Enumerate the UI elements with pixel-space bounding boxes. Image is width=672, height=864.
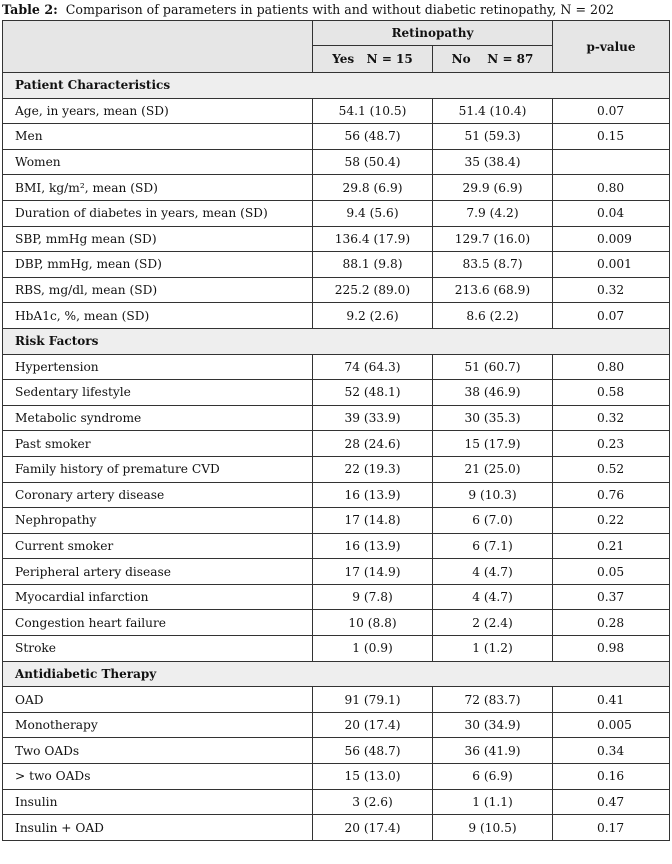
row-label-cell: Stroke (3, 636, 313, 662)
row-label-cell: Duration of diabetes in years, mean (SD) (3, 200, 313, 226)
pvalue-cell: 0.32 (553, 405, 670, 431)
no-value-cell: 2 (2.4) (433, 610, 553, 636)
row-label-cell: Past smoker (3, 431, 313, 457)
row-label-cell: Peripheral artery disease (3, 559, 313, 585)
no-value-cell: 8.6 (2.2) (433, 303, 553, 329)
table-row (3, 559, 670, 585)
yes-value-cell: 58 (50.4) (313, 149, 433, 175)
table-row (3, 687, 670, 713)
no-value-cell: 1 (1.2) (433, 636, 553, 662)
yes-column-header: Yes N = 15 (313, 46, 433, 73)
yes-value-cell: 28 (24.6) (313, 431, 433, 457)
pvalue-cell: 0.41 (553, 687, 670, 713)
pvalue-cell: 0.15 (553, 124, 670, 150)
row-label-cell: SBP, mmHg mean (SD) (3, 226, 313, 252)
no-value-cell: 4 (4.7) (433, 559, 553, 585)
no-value-cell: 30 (35.3) (433, 405, 553, 431)
row-label-cell: Monotherapy (3, 712, 313, 738)
yes-value-cell: 16 (13.9) (313, 482, 433, 508)
table-body (3, 73, 670, 841)
yes-value-cell: 22 (19.3) (313, 456, 433, 482)
table-row (3, 712, 670, 738)
row-label-cell: Metabolic syndrome (3, 405, 313, 431)
table-row (3, 226, 670, 252)
pvalue-cell (553, 149, 670, 175)
yes-value-cell: 1 (0.9) (313, 636, 433, 662)
no-value-cell: 38 (46.9) (433, 380, 553, 406)
yes-value-cell: 9.2 (2.6) (313, 303, 433, 329)
parameter-column-header (3, 21, 313, 73)
row-label-cell: Women (3, 149, 313, 175)
section-header-row (3, 73, 670, 99)
yes-value-cell: 54.1 (10.5) (313, 98, 433, 124)
table-number: Table 2: (2, 2, 58, 17)
yes-value-cell: 17 (14.8) (313, 508, 433, 534)
pvalue-cell: 0.52 (553, 456, 670, 482)
no-column-header: No N = 87 (433, 46, 553, 73)
yes-value-cell: 20 (17.4) (313, 712, 433, 738)
yes-value-cell: 56 (48.7) (313, 124, 433, 150)
yes-value-cell: 88.1 (9.8) (313, 252, 433, 278)
pvalue-cell: 0.37 (553, 584, 670, 610)
row-label-cell: Coronary artery disease (3, 482, 313, 508)
no-value-cell: 30 (34.9) (433, 712, 553, 738)
yes-value-cell: 91 (79.1) (313, 687, 433, 713)
table-row (3, 482, 670, 508)
no-value-cell: 6 (7.1) (433, 533, 553, 559)
yes-value-cell: 136.4 (17.9) (313, 226, 433, 252)
no-value-cell: 9 (10.3) (433, 482, 553, 508)
pvalue-cell: 0.05 (553, 559, 670, 585)
no-value-cell: 4 (4.7) (433, 584, 553, 610)
no-value-cell: 6 (7.0) (433, 508, 553, 534)
row-label-cell: Nephropathy (3, 508, 313, 534)
yes-value-cell: 16 (13.9) (313, 533, 433, 559)
row-label-cell: Family history of premature CVD (3, 456, 313, 482)
no-value-cell: 213.6 (68.9) (433, 277, 553, 303)
table-row (3, 533, 670, 559)
no-value-cell: 21 (25.0) (433, 456, 553, 482)
table-row (3, 303, 670, 329)
retinopathy-group-header: Retinopathy (313, 21, 553, 46)
pvalue-cell: 0.005 (553, 712, 670, 738)
no-value-cell: 1 (1.1) (433, 789, 553, 815)
pvalue-cell: 0.009 (553, 226, 670, 252)
pvalue-cell: 0.17 (553, 815, 670, 841)
table-row (3, 584, 670, 610)
comparison-table (2, 20, 670, 841)
row-label-cell: Two OADs (3, 738, 313, 764)
pvalue-cell: 0.76 (553, 482, 670, 508)
pvalue-cell: 0.34 (553, 738, 670, 764)
no-value-cell: 83.5 (8.7) (433, 252, 553, 278)
row-label-cell: Hypertension (3, 354, 313, 380)
pvalue-cell: 0.04 (553, 200, 670, 226)
table-row (3, 175, 670, 201)
pvalue-cell: 0.58 (553, 380, 670, 406)
row-label-cell: Insulin (3, 789, 313, 815)
table-row (3, 431, 670, 457)
pvalue-cell: 0.07 (553, 303, 670, 329)
table-row (3, 124, 670, 150)
section-title: Risk Factors (3, 328, 670, 354)
pvalue-cell: 0.80 (553, 354, 670, 380)
pvalue-cell: 0.001 (553, 252, 670, 278)
table-row (3, 636, 670, 662)
yes-value-cell: 9.4 (5.6) (313, 200, 433, 226)
table-row (3, 380, 670, 406)
no-value-cell: 9 (10.5) (433, 815, 553, 841)
table-row (3, 149, 670, 175)
table-row (3, 764, 670, 790)
no-value-cell: 129.7 (16.0) (433, 226, 553, 252)
no-value-cell: 72 (83.7) (433, 687, 553, 713)
pvalue-cell: 0.98 (553, 636, 670, 662)
pvalue-cell: 0.07 (553, 98, 670, 124)
table-row (3, 354, 670, 380)
pvalue-cell: 0.23 (553, 431, 670, 457)
pvalue-cell: 0.47 (553, 789, 670, 815)
yes-value-cell: 10 (8.8) (313, 610, 433, 636)
yes-value-cell: 56 (48.7) (313, 738, 433, 764)
yes-value-cell: 3 (2.6) (313, 789, 433, 815)
table-row (3, 789, 670, 815)
section-header-row (3, 661, 670, 687)
table-row (3, 98, 670, 124)
yes-value-cell: 39 (33.9) (313, 405, 433, 431)
row-label-cell: Congestion heart failure (3, 610, 313, 636)
row-label-cell: RBS, mg/dl, mean (SD) (3, 277, 313, 303)
table-row (3, 405, 670, 431)
yes-value-cell: 74 (64.3) (313, 354, 433, 380)
yes-value-cell: 225.2 (89.0) (313, 277, 433, 303)
row-label-cell: Myocardial infarction (3, 584, 313, 610)
no-value-cell: 7.9 (4.2) (433, 200, 553, 226)
section-title: Patient Characteristics (3, 73, 670, 99)
table-row (3, 815, 670, 841)
yes-value-cell: 15 (13.0) (313, 764, 433, 790)
row-label-cell: HbA1c, %, mean (SD) (3, 303, 313, 329)
no-value-cell: 15 (17.9) (433, 431, 553, 457)
pvalue-cell: 0.28 (553, 610, 670, 636)
table-title: Comparison of parameters in patients with and without diabetic retinopathy, N = 202 (65, 2, 615, 17)
row-label-cell: Men (3, 124, 313, 150)
no-value-cell: 35 (38.4) (433, 149, 553, 175)
row-label-cell: > two OADs (3, 764, 313, 790)
table-row (3, 200, 670, 226)
table-row (3, 610, 670, 636)
no-value-cell: 51.4 (10.4) (433, 98, 553, 124)
pvalue-cell: 0.16 (553, 764, 670, 790)
table-caption (2, 0, 614, 20)
row-label-cell: OAD (3, 687, 313, 713)
table-header (3, 21, 670, 73)
no-value-cell: 29.9 (6.9) (433, 175, 553, 201)
no-value-cell: 51 (59.3) (433, 124, 553, 150)
yes-value-cell: 29.8 (6.9) (313, 175, 433, 201)
yes-value-cell: 52 (48.1) (313, 380, 433, 406)
yes-value-cell: 20 (17.4) (313, 815, 433, 841)
pvalue-cell: 0.22 (553, 508, 670, 534)
no-value-cell: 36 (41.9) (433, 738, 553, 764)
table-row (3, 508, 670, 534)
table-row (3, 456, 670, 482)
row-label-cell: Current smoker (3, 533, 313, 559)
pvalue-cell: 0.21 (553, 533, 670, 559)
no-value-cell: 51 (60.7) (433, 354, 553, 380)
no-value-cell: 6 (6.9) (433, 764, 553, 790)
row-label-cell: Age, in years, mean (SD) (3, 98, 313, 124)
yes-value-cell: 17 (14.9) (313, 559, 433, 585)
row-label-cell: BMI, kg/m², mean (SD) (3, 175, 313, 201)
row-label-cell: DBP, mmHg, mean (SD) (3, 252, 313, 278)
table-row (3, 277, 670, 303)
table-row (3, 738, 670, 764)
row-label-cell: Sedentary lifestyle (3, 380, 313, 406)
pvalue-column-header: p-value (553, 21, 670, 73)
table-row (3, 252, 670, 278)
section-title: Antidiabetic Therapy (3, 661, 670, 687)
pvalue-cell: 0.32 (553, 277, 670, 303)
section-header-row (3, 328, 670, 354)
row-label-cell: Insulin + OAD (3, 815, 313, 841)
pvalue-cell: 0.80 (553, 175, 670, 201)
yes-value-cell: 9 (7.8) (313, 584, 433, 610)
